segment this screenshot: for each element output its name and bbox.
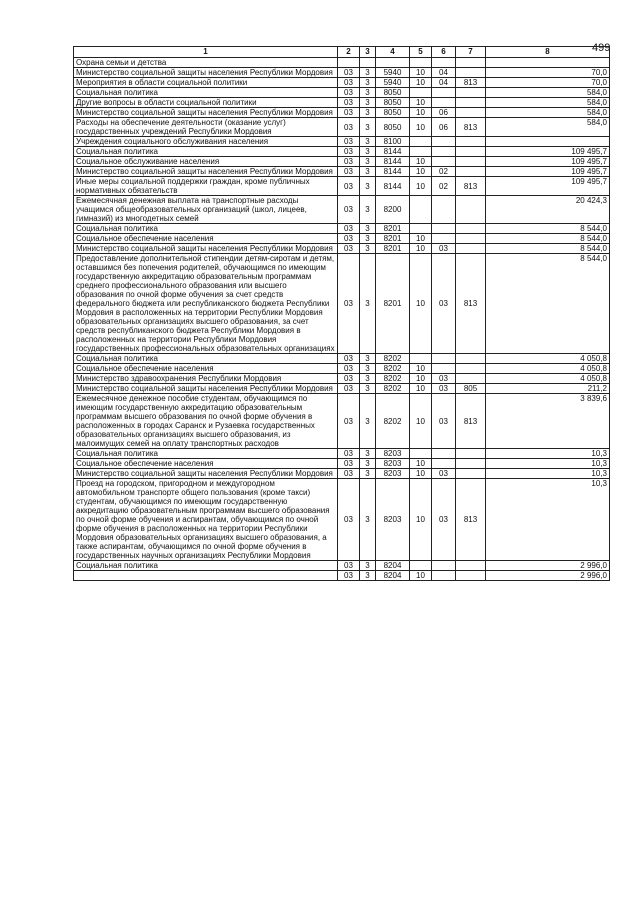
cell-kind: [456, 98, 486, 108]
cell-amount: 70,0: [486, 68, 610, 78]
cell-kind: [456, 364, 486, 374]
cell-code-a: 03: [338, 137, 360, 147]
table-row: [74, 167, 610, 177]
table-row: [74, 98, 610, 108]
cell-code-c: 8201: [376, 254, 410, 354]
row-label: Ежемесячное денежное пособие студентам, обучающимся по имеющим государственную аккредитацию образовательным программам высшего образования по очной форме обучения в расположенных в городах Саранск и Рузаевка государственных образовательных организациях высшего образования, из малоимущих семей на оплату транспортных расходов: [74, 394, 338, 449]
cell-code-c: 8201: [376, 224, 410, 234]
cell-amount: 109 495,7: [486, 167, 610, 177]
cell-code-a: 03: [338, 68, 360, 78]
table-row: [74, 374, 610, 384]
cell-amount: 2 996,0: [486, 561, 610, 571]
cell-section: [410, 224, 432, 234]
cell-section: 10: [410, 374, 432, 384]
cell-code-c: 5940: [376, 78, 410, 88]
table-row: [74, 384, 610, 394]
cell-kind: 813: [456, 479, 486, 561]
cell-kind: 813: [456, 118, 486, 137]
table-row: [74, 177, 610, 196]
cell-code-c: 5940: [376, 68, 410, 78]
cell-kind: 813: [456, 394, 486, 449]
cell-amount: 20 424,3: [486, 196, 610, 224]
cell-amount: 584,0: [486, 88, 610, 98]
cell-subsection: 03: [432, 374, 456, 384]
table-row: [74, 244, 610, 254]
cell-subsection: [432, 58, 456, 68]
cell-kind: [456, 58, 486, 68]
cell-subsection: 03: [432, 394, 456, 449]
cell-code-c: 8203: [376, 469, 410, 479]
page-number: 499: [592, 42, 611, 54]
cell-code-b: 3: [360, 459, 376, 469]
cell-amount: 584,0: [486, 108, 610, 118]
cell-code-b: 3: [360, 108, 376, 118]
cell-code-a: [338, 58, 360, 68]
cell-amount: 109 495,7: [486, 177, 610, 196]
cell-section: 10: [410, 177, 432, 196]
cell-amount: 109 495,7: [486, 147, 610, 157]
cell-section: [410, 449, 432, 459]
row-label: Социальная политика: [74, 147, 338, 157]
cell-section: 10: [410, 167, 432, 177]
cell-code-a: 03: [338, 449, 360, 459]
table-row: [74, 196, 610, 224]
row-label: Другие вопросы в области социальной политики: [74, 98, 338, 108]
cell-code-b: 3: [360, 449, 376, 459]
table-header-row: [74, 47, 610, 58]
cell-code-b: 3: [360, 224, 376, 234]
table-row: [74, 157, 610, 167]
cell-section: 10: [410, 244, 432, 254]
cell-code-a: 03: [338, 571, 360, 581]
cell-subsection: 06: [432, 118, 456, 137]
cell-kind: [456, 561, 486, 571]
table-row: [74, 561, 610, 571]
cell-subsection: [432, 561, 456, 571]
cell-subsection: [432, 364, 456, 374]
row-label: Министерство социальной защиты населения Республики Мордовия: [74, 384, 338, 394]
cell-code-a: 03: [338, 254, 360, 354]
cell-section: [410, 137, 432, 147]
cell-subsection: [432, 234, 456, 244]
header-cell: 6: [432, 47, 456, 58]
row-label: Проезд на городском, пригородном и междугородном автомобильном транспорте общего пользования (кроме такси) студентам, обучающимся по имеющим государственную аккредитацию образовательным программам высшего образования по очной форме обучения и аспирантам, обучающимся по очной форме обучения в расположенных на территории Республики Мордовия образовательных организациях высшего образования, а также аспирантам, обучающимся по очной форме обучения в государственных научных организациях Республики Мордовия: [74, 479, 338, 561]
cell-subsection: 02: [432, 167, 456, 177]
row-label: [74, 571, 338, 581]
cell-section: 10: [410, 384, 432, 394]
cell-subsection: 02: [432, 177, 456, 196]
cell-amount: 10,3: [486, 479, 610, 561]
cell-section: 10: [410, 254, 432, 354]
cell-kind: [456, 469, 486, 479]
table-row: [74, 137, 610, 147]
table-row: [74, 88, 610, 98]
cell-code-b: 3: [360, 384, 376, 394]
cell-code-c: 8202: [376, 364, 410, 374]
cell-section: 10: [410, 469, 432, 479]
cell-subsection: [432, 459, 456, 469]
cell-code-a: 03: [338, 177, 360, 196]
table-row: [74, 449, 610, 459]
cell-subsection: 04: [432, 78, 456, 88]
cell-code-c: 8144: [376, 177, 410, 196]
table-row: [74, 78, 610, 88]
cell-kind: [456, 234, 486, 244]
row-label: Министерство социальной защиты населения Республики Мордовия: [74, 469, 338, 479]
cell-kind: [456, 88, 486, 98]
cell-code-a: 03: [338, 384, 360, 394]
cell-amount: 8 544,0: [486, 224, 610, 234]
cell-kind: 813: [456, 78, 486, 88]
cell-section: 10: [410, 571, 432, 581]
cell-code-b: [360, 58, 376, 68]
cell-amount: 4 050,8: [486, 354, 610, 364]
cell-subsection: [432, 571, 456, 581]
cell-amount: 4 050,8: [486, 364, 610, 374]
header-cell: 5: [410, 47, 432, 58]
table-row: [74, 224, 610, 234]
cell-section: 10: [410, 68, 432, 78]
cell-code-c: 8144: [376, 167, 410, 177]
cell-section: [410, 58, 432, 68]
cell-amount: 109 495,7: [486, 157, 610, 167]
cell-amount: 70,0: [486, 78, 610, 88]
row-label: Учреждения социального обслуживания населения: [74, 137, 338, 147]
cell-section: 10: [410, 479, 432, 561]
table-row: [74, 118, 610, 137]
cell-kind: [456, 449, 486, 459]
cell-subsection: 04: [432, 68, 456, 78]
cell-code-c: 8204: [376, 561, 410, 571]
cell-section: [410, 354, 432, 364]
cell-section: 10: [410, 234, 432, 244]
cell-code-a: 03: [338, 98, 360, 108]
cell-code-c: 8202: [376, 394, 410, 449]
cell-code-b: 3: [360, 78, 376, 88]
row-label: Социальная политика: [74, 449, 338, 459]
cell-subsection: [432, 224, 456, 234]
table-row: [74, 68, 610, 78]
cell-code-c: 8144: [376, 157, 410, 167]
row-label: Социальное обеспечение населения: [74, 459, 338, 469]
cell-code-a: 03: [338, 118, 360, 137]
cell-amount: 10,3: [486, 469, 610, 479]
table-row: [74, 459, 610, 469]
cell-amount: 8 544,0: [486, 244, 610, 254]
row-label: Социальное обслуживание населения: [74, 157, 338, 167]
cell-code-c: 8050: [376, 98, 410, 108]
cell-code-c: 8100: [376, 137, 410, 147]
cell-subsection: [432, 354, 456, 364]
header-cell: 8: [486, 47, 610, 58]
cell-section: 10: [410, 459, 432, 469]
cell-code-c: 8050: [376, 88, 410, 98]
cell-code-a: 03: [338, 108, 360, 118]
cell-kind: [456, 571, 486, 581]
cell-code-a: 03: [338, 469, 360, 479]
cell-code-b: 3: [360, 68, 376, 78]
cell-code-a: 03: [338, 374, 360, 384]
cell-kind: [456, 224, 486, 234]
cell-amount: 4 050,8: [486, 374, 610, 384]
cell-code-b: 3: [360, 234, 376, 244]
row-label: Социальная политика: [74, 354, 338, 364]
cell-kind: [456, 244, 486, 254]
header-cell: 3: [360, 47, 376, 58]
table-row: [74, 394, 610, 449]
cell-section: 10: [410, 394, 432, 449]
table-row: [74, 147, 610, 157]
row-label: Министерство социальной защиты населения Республики Мордовия: [74, 167, 338, 177]
cell-amount: 10,3: [486, 459, 610, 469]
cell-kind: [456, 137, 486, 147]
cell-code-b: 3: [360, 479, 376, 561]
cell-kind: [456, 459, 486, 469]
row-label: Расходы на обеспечение деятельности (оказание услуг) государственных учреждений Республики Мордовия: [74, 118, 338, 137]
cell-kind: [456, 157, 486, 167]
cell-code-c: 8202: [376, 354, 410, 364]
cell-section: 10: [410, 78, 432, 88]
cell-kind: 813: [456, 254, 486, 354]
cell-code-a: 03: [338, 561, 360, 571]
cell-kind: [456, 147, 486, 157]
cell-amount: 3 839,6: [486, 394, 610, 449]
cell-code-a: 03: [338, 364, 360, 374]
cell-code-b: 3: [360, 157, 376, 167]
row-label: Иные меры социальной поддержки граждан, кроме публичных нормативных обязательств: [74, 177, 338, 196]
cell-code-c: 8144: [376, 147, 410, 157]
cell-code-c: 8203: [376, 479, 410, 561]
cell-code-b: 3: [360, 147, 376, 157]
cell-section: 10: [410, 98, 432, 108]
cell-code-a: 03: [338, 167, 360, 177]
cell-section: [410, 196, 432, 224]
cell-code-c: 8050: [376, 118, 410, 137]
cell-kind: 805: [456, 384, 486, 394]
cell-code-a: 03: [338, 157, 360, 167]
cell-code-a: 03: [338, 88, 360, 98]
cell-subsection: 03: [432, 244, 456, 254]
cell-code-c: 8202: [376, 384, 410, 394]
cell-amount: 8 544,0: [486, 234, 610, 244]
cell-code-a: 03: [338, 354, 360, 364]
row-label: Министерство социальной защиты населения Республики Мордовия: [74, 244, 338, 254]
row-label: Социальная политика: [74, 224, 338, 234]
cell-subsection: [432, 98, 456, 108]
cell-amount: [486, 58, 610, 68]
cell-code-c: [376, 58, 410, 68]
cell-code-a: 03: [338, 78, 360, 88]
cell-code-a: 03: [338, 244, 360, 254]
cell-code-c: 8201: [376, 244, 410, 254]
cell-amount: 584,0: [486, 118, 610, 137]
cell-section: 10: [410, 364, 432, 374]
table-row: [74, 571, 610, 581]
cell-kind: 813: [456, 177, 486, 196]
row-label: Ежемесячная денежная выплата на транспортные расходы учащимся общеобразовательных организаций (школ, лицеев, гимназий) из многодетных семей: [74, 196, 338, 224]
header-cell: 4: [376, 47, 410, 58]
row-label: Министерство здравоохранения Республики Мордовия: [74, 374, 338, 384]
table-row: [74, 354, 610, 364]
cell-amount: 10,3: [486, 449, 610, 459]
cell-code-c: 8050: [376, 108, 410, 118]
table-row: [74, 469, 610, 479]
row-label: Социальное обеспечение населения: [74, 364, 338, 374]
cell-subsection: 06: [432, 108, 456, 118]
cell-code-b: 3: [360, 571, 376, 581]
row-label: Социальное обеспечение населения: [74, 234, 338, 244]
cell-code-a: 03: [338, 224, 360, 234]
table-row: [74, 364, 610, 374]
cell-amount: 8 544,0: [486, 254, 610, 354]
table-row: [74, 479, 610, 561]
cell-amount: 584,0: [486, 98, 610, 108]
cell-kind: [456, 108, 486, 118]
cell-code-b: 3: [360, 254, 376, 354]
cell-code-b: 3: [360, 364, 376, 374]
cell-section: [410, 561, 432, 571]
cell-code-b: 3: [360, 137, 376, 147]
cell-code-b: 3: [360, 561, 376, 571]
cell-code-b: 3: [360, 196, 376, 224]
row-label: Социальная политика: [74, 88, 338, 98]
cell-kind: [456, 167, 486, 177]
cell-code-c: 8201: [376, 234, 410, 244]
header-cell: 7: [456, 47, 486, 58]
table-row: [74, 58, 610, 68]
cell-subsection: [432, 147, 456, 157]
cell-amount: [486, 137, 610, 147]
cell-subsection: [432, 449, 456, 459]
header-cell: 2: [338, 47, 360, 58]
cell-code-b: 3: [360, 118, 376, 137]
header-cell: 1: [74, 47, 338, 58]
cell-subsection: [432, 88, 456, 98]
cell-kind: [456, 354, 486, 364]
cell-section: 10: [410, 108, 432, 118]
cell-code-a: 03: [338, 147, 360, 157]
cell-code-b: 3: [360, 88, 376, 98]
cell-subsection: [432, 157, 456, 167]
cell-section: [410, 88, 432, 98]
row-label: Мероприятия в области социальной политики: [74, 78, 338, 88]
cell-code-b: 3: [360, 469, 376, 479]
cell-code-b: 3: [360, 167, 376, 177]
cell-amount: 2 996,0: [486, 571, 610, 581]
cell-code-b: 3: [360, 177, 376, 196]
cell-code-a: 03: [338, 479, 360, 561]
cell-code-a: 03: [338, 196, 360, 224]
cell-code-a: 03: [338, 459, 360, 469]
table-row: [74, 108, 610, 118]
cell-subsection: [432, 137, 456, 147]
cell-subsection: [432, 196, 456, 224]
cell-kind: [456, 374, 486, 384]
cell-code-a: 03: [338, 394, 360, 449]
cell-amount: 211,2: [486, 384, 610, 394]
cell-code-c: 8204: [376, 571, 410, 581]
cell-code-c: 8203: [376, 459, 410, 469]
cell-subsection: 03: [432, 254, 456, 354]
cell-code-c: 8202: [376, 374, 410, 384]
cell-subsection: 03: [432, 479, 456, 561]
cell-kind: [456, 68, 486, 78]
cell-kind: [456, 196, 486, 224]
table-row: [74, 234, 610, 244]
row-label: Министерство социальной защиты населения Республики Мордовия: [74, 108, 338, 118]
row-label: Предоставление дополнительной стипендии детям-сиротам и детям, оставшимся без попечения родителей, обучающимся по имеющим государственную аккредитацию образовательным программам среднего профессионального образования или высшего образования по очной форме обучения за счет средств федерального бюджета или республиканского бюджета Республики Мордовия в расположенных на территории Республики Мордовия образовательных организациях высшего образования, за счет средств республиканского бюджета Республики Мордовия в расположенных на территории Республики Мордовия государственных профессиональных образовательных организациях: [74, 254, 338, 354]
row-label: Социальная политика: [74, 561, 338, 571]
cell-code-b: 3: [360, 394, 376, 449]
cell-subsection: 03: [432, 469, 456, 479]
cell-section: 10: [410, 118, 432, 137]
cell-section: [410, 147, 432, 157]
cell-section: 10: [410, 157, 432, 167]
cell-code-b: 3: [360, 374, 376, 384]
row-label: Охрана семьи и детства: [74, 58, 338, 68]
cell-code-a: 03: [338, 234, 360, 244]
cell-subsection: 03: [432, 384, 456, 394]
cell-code-b: 3: [360, 354, 376, 364]
row-label: Министерство социальной защиты населения Республики Мордовия: [74, 68, 338, 78]
cell-code-b: 3: [360, 98, 376, 108]
cell-code-c: 8203: [376, 449, 410, 459]
budget-table: [73, 46, 610, 581]
cell-code-b: 3: [360, 244, 376, 254]
cell-code-c: 8200: [376, 196, 410, 224]
table-row: [74, 254, 610, 354]
